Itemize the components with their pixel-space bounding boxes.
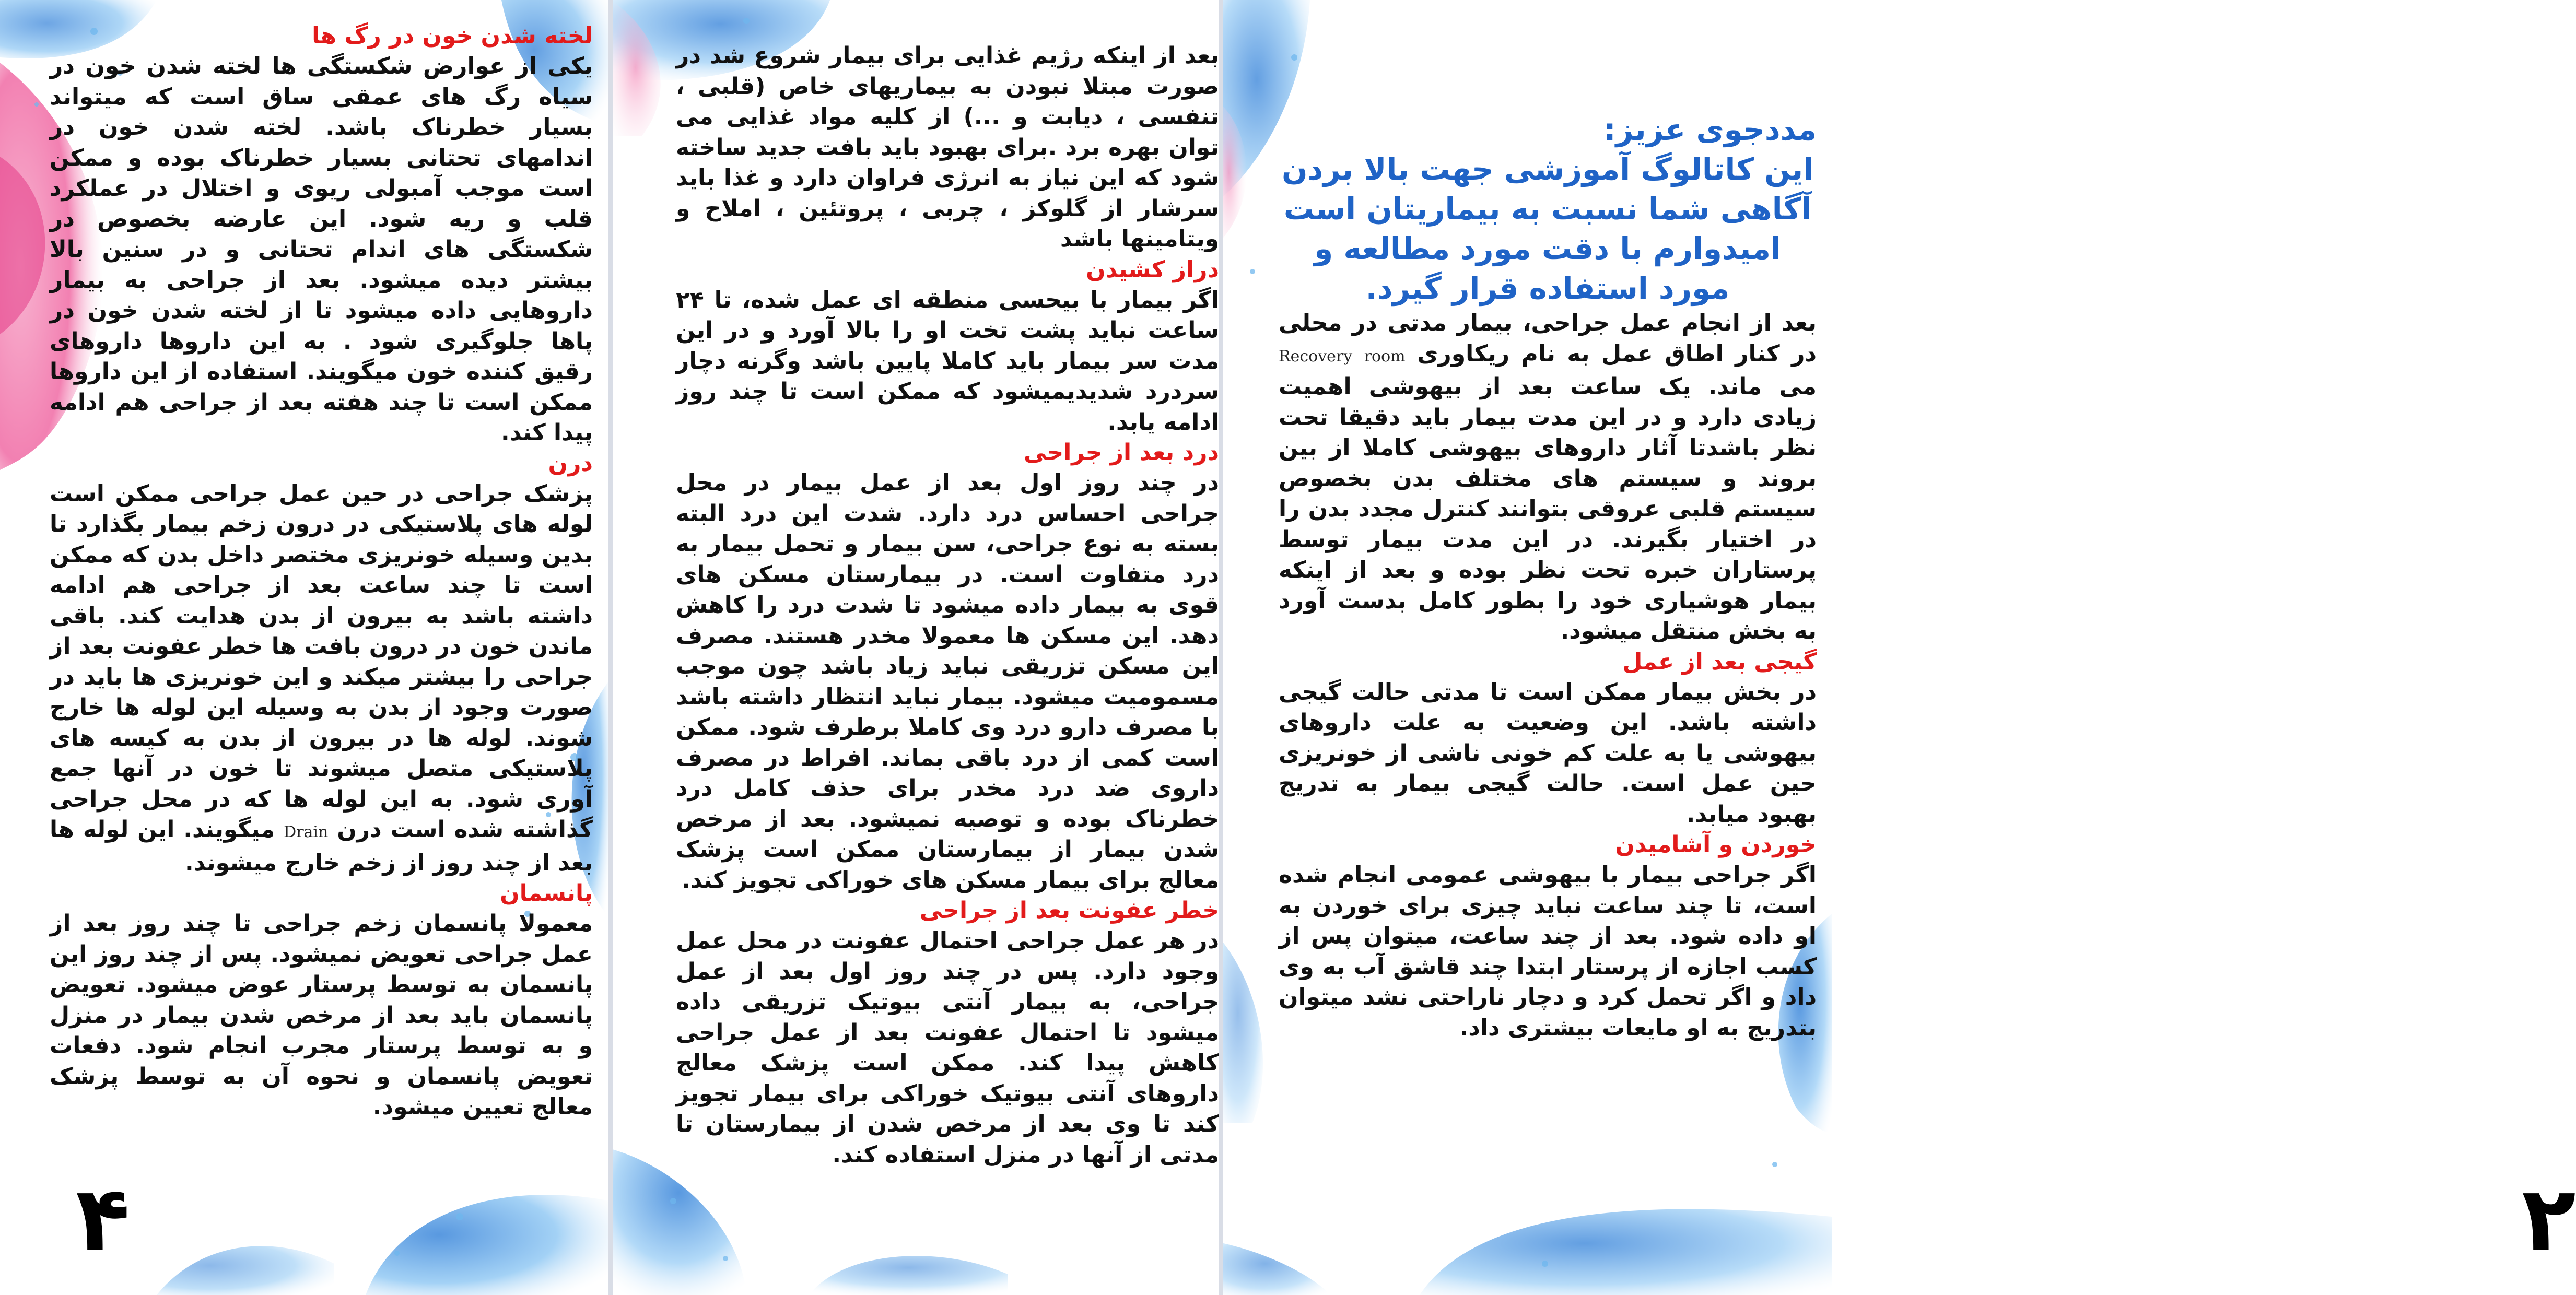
page-3-text <box>676 41 1219 1170</box>
latin-term: Drain <box>284 823 329 841</box>
page-2-panel <box>1221 0 2576 1295</box>
section-body: اگر جراحی بیمار با بیهوشی عمومی انجام شده است، تا چند ساعت نباید چیزی برای خوردن به او داده شود. بعد از چند ساعت، میتوان پس از کسب اجازه از پرستار ابتدا چند قاشق آب به وی داد و اگر تحمل کرد و دچار ناراحتی نشد میتوان بتدریج به او مایعات بیشتری داد. <box>1279 862 1817 1041</box>
section-heading: درد بعد از جراحی <box>1023 439 1219 466</box>
section-heading: دراز کشیدن <box>1086 256 1219 283</box>
page-number: ۲ <box>2522 1168 2576 1271</box>
intro-paragraph: بعد از اینکه رژیم غذایی برای بیمار شروع شد در صورت مبتلا نبودن به بیماریهای خاص (قلبی ، تنفسی ، دیابت و ...) از کلیه مواد غذایی می توان بهره برد .برای بهبود باید بافت جدید ساخته شود که این نیاز به انرژی فراوان دارد و غذا باید سرشار از گلوکز ، چربی ، پروتئین ، املاح و ویتامینها باشد <box>676 42 1219 252</box>
section-heading: پانسمان <box>500 880 593 907</box>
opening-paragraph <box>1279 308 1817 647</box>
section-body: در بخش بیمار ممکن است تا مدتی حالت گیجی داشته باشد. این وضعیت به علت داروهای بیهوشی یا به علت کم خونی ناشی از خونریزی حین عمل است. حالت گیجی بیمار به تدریج بهبود میابد. <box>1279 678 1817 828</box>
section-heading: خوردن و آشامیدن <box>1615 831 1817 858</box>
section-body: یکی از عوارض شکستگی ها لخته شدن خون در سیاه رگ های عمقی ساق است که میتواند بسیار خطرناک باشد. لخته شدن خون در اندامهای تحتانی بسیار خطرناک بوده و ممکن است موجب آمبولی ریوی و اختلال در عملکرد قلب و ریه شود. این عارضه بخصوص در شکستگی های اندام تحتانی و در سنین بالا بیشتر دیده میشود. بعد از جراحی به بیمار داروهایی داده میشود تا از لخته شدن خون در پاها جلوگیری شود . به این داروها داروهای رقیق کننده خون میگویند. استفاده از این داروها ممکن است تا چند هفته بعد از جراحی هم ادامه پیدا کند. <box>50 53 593 446</box>
page-4-panel <box>0 0 611 1295</box>
panel-divider <box>1219 0 1223 1295</box>
page-number: ۴ <box>76 1168 130 1271</box>
section-heading: خطر عفونت بعد از جراحی <box>919 897 1219 924</box>
section-body <box>50 479 593 879</box>
section-body: اگر بیمار با بیحسی منطقه ای عمل شده، تا ۲۴ ساعت نباید پشت تخت او را بالا آورد و در این مدت سر بیمار باید کاملا پایین باشد وگرنه دچار سردرد شدیدیمیشود که ممکن است تا چند روز ادامه یابد. <box>676 286 1219 435</box>
intro-text: این کاتالوگ آموزشی جهت بالا بردن آگاهی شما نسبت به بیماریتان است امیدوارم با دقت مورد مطالعه و مورد استفاده قرار گیرد. <box>1281 151 1814 306</box>
section-body-part: پزشک جراحی در حین عمل جراحی ممکن است لوله های پلاستیکی در درون زخم بیمار بگذارد تا بدین وسیله خونریزی مختصر داخل بدن که ممکن است تا چند ساعت بعد از جراحی هم ادامه داشته باشد به بیرون از بدن هدایت کند. باقی ماندن خون در درون بافت ها خطر عفونت بعد از جراحی را بیشتر میکند و این خونریزی ها باید در صورت وجود از بدن به وسیله این لوله ها خارج شوند. لوله ها در بیرون از بدن به کیسه های پلاستیکی متصل میشوند تا خون در آنها جمع آوری شود. به این لوله ها که در محل جراحی گذاشته شده است درن <box>50 480 593 843</box>
section-heading: گیجی بعد از عمل <box>1622 648 1817 675</box>
page-4-text <box>50 21 593 1123</box>
page-3-panel <box>611 0 1221 1295</box>
page-2-text <box>1279 110 1817 1043</box>
section-heading: لخته شدن خون در رگ ها <box>312 22 593 49</box>
opening-part: بعد از انجام عمل جراحی، بیمار مدتی در محلی در کنار اطاق عمل به نام ریکاوری <box>1279 310 1817 367</box>
intro-title: مددجوی عزیز: <box>1603 112 1817 147</box>
opening-part: می ماند. یک ساعت بعد از بیهوشی اهمیت زیادی دارد و در این مدت بیمار باید دقیقا تحت نظر باشدتا آثار داروهای بیهوشی کاملا از بین بروند و سیستم های مختلف بدن بخصوص سیستم قلبی عروقی بتوانند کنترل مجدد بدن را در اختیار بگیرند. در این مدت بیمار توسط پرستاران خبره تحت نظر بوده و بعد از اینکه بیمار هوشیاری خود را بطور کامل بدست آورد به بخش منتقل میشود. <box>1279 373 1817 644</box>
section-body-part: میگویند. این لوله ها بعد از چند روز از زخم خارج میشوند. <box>50 816 593 876</box>
section-body: در هر عمل جراحی احتمال عفونت در محل عمل وجود دارد. پس در چند روز اول بعد از عمل جراحی، به بیمار آنتی بیوتیک تزریقی داده میشود تا احتمال عفونت بعد از عمل جراحی کاهش پیدا کند. ممکن است پزشک معالج داروهای آنتی بیوتیک خوراکی برای بیمار تجویز کند تا وی بعد از مرخص شدن از بیمارستان تا مدتی از آنها در منزل استفاده کند. <box>676 927 1219 1168</box>
section-heading: درن <box>548 450 593 477</box>
latin-term: Recovery <box>1279 347 1353 366</box>
section-body: در چند روز اول بعد از عمل بیمار در محل جراحی احساس درد دارد. شدت این درد البته بسته به نوع جراحی، سن بیمار و تحمل بیمار به درد متفاوت است. در بیمارستان مسکن های قوی به بیمار داده میشود تا شدت درد را کاهش دهد. این مسکن ها معمولا مخدر هستند. مصرف این مسکن تزریقی نباید زیاد باشد چون موجب مسمومیت میشود. بیمار نباید انتظار داشته باشد با مصرف دارو درد وی کاملا برطرف شود. ممکن است کمی از درد باقی بماند. افراط در مصرف داروی ضد درد مخدر برای حذف کامل درد خطرناک بوده و توصیه نمیشود. بعد از مرخص شدن بیمار از بیمارستان ممکن است پزشک معالج برای بیمار مسکن های خوراکی تجویز کند. <box>676 469 1219 893</box>
section-body: معمولا پانسمان زخم جراحی تا چند روز بعد از عمل جراحی تعویض نمیشود. پس از چند روز این پانسمان به توسط پرستار عوض میشود. تعویض پانسمان باید بعد از مرخص شدن بیمار در منزل و به توسط پرستار مجرب انجام شود. دفعات تعویض پانسمان و نحوه آن به توسط پزشک معالج تعیین میشود. <box>50 910 593 1120</box>
panel-divider <box>608 0 613 1295</box>
latin-term: room <box>1364 347 1406 366</box>
